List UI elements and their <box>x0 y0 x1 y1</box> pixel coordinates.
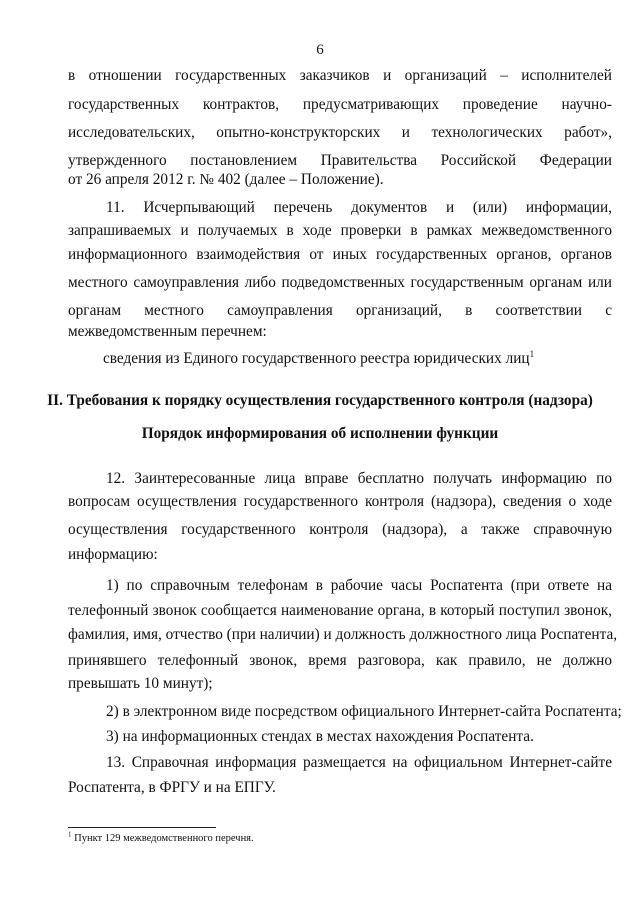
text-line: информацию: <box>68 546 158 563</box>
text-line: фамилия, имя, отчество (при наличии) и должность должностного лица Роспатента, <box>68 626 618 643</box>
footnote-divider <box>68 827 216 828</box>
list-item-3: 3) на информационных стендах в местах нахождения Роспатента. <box>106 728 534 745</box>
egrul-line <box>103 349 612 369</box>
text-line: вопросам осуществления государственного контроля (надзора), сведения о ходе <box>68 493 612 510</box>
paragraph-12-start: 12. Заинтересованные лица вправе бесплатно получать информацию по <box>106 470 612 487</box>
text-line: превышать 10 минут); <box>68 675 213 692</box>
text-line: информационного взаимодействия от иных государственных органов, органов <box>68 246 612 263</box>
text-line: местного самоуправления либо подведомственных государственным органам или <box>68 274 612 291</box>
footnote-text: Пункт 129 межведомственного перечня. <box>74 833 254 844</box>
section-heading: II. Требования к порядку осуществления государственного контроля (надзора) <box>47 392 593 409</box>
text-line: Роспатента, в ФРГУ и на ЕПГУ. <box>68 779 276 796</box>
egrul-text: сведения из Единого государственного реестра юридических лиц <box>103 350 530 367</box>
text-line: осуществления государственного контроля (надзора), а также справочную <box>68 521 612 538</box>
text-line: запрашиваемых и получаемых в ходе проверки в рамках межведомственного <box>68 222 612 239</box>
text-line: утвержденного постановлением Правительства Российской Федерации <box>68 152 612 169</box>
footnote <box>68 832 254 846</box>
text-line: исследовательских, опытно-конструкторских и технологических работ», <box>68 124 612 141</box>
text-line: телефонный звонок сообщается наименование органа, в который поступил звонок, <box>68 602 612 619</box>
text-line: принявшего телефонный звонок, время разговора, как правило, не должно <box>68 652 612 669</box>
page-number: 6 <box>316 42 324 58</box>
footnote-mark: 1 <box>68 830 72 839</box>
paragraph-11-start: 11. Исчерпывающий перечень документов и (или) информации, <box>106 199 612 216</box>
list-item-2: 2) в электронном виде посредством официального Интернет-сайта Роспатента; <box>106 703 622 720</box>
paragraph-13-start: 13. Справочная информация размещается на официальном Интернет-сайте <box>106 754 612 771</box>
subsection-heading: Порядок информирования об исполнении функции <box>141 425 499 442</box>
text-line: государственных контрактов, предусматривающих проведение научно- <box>68 96 612 113</box>
list-item-1-start: 1) по справочным телефонам в рабочие часы Роспатента (при ответе на <box>106 577 612 594</box>
text-line: межведомственным перечнем: <box>68 323 267 340</box>
footnote-ref: 1 <box>529 348 535 359</box>
text-line: в отношении государственных заказчиков и организаций – исполнителей <box>68 67 612 84</box>
text-line: органам местного самоуправления организаций, в соответствии с <box>68 302 612 319</box>
text-line: от 26 апреля 2012 г. № 402 (далее – Положение). <box>68 171 384 188</box>
